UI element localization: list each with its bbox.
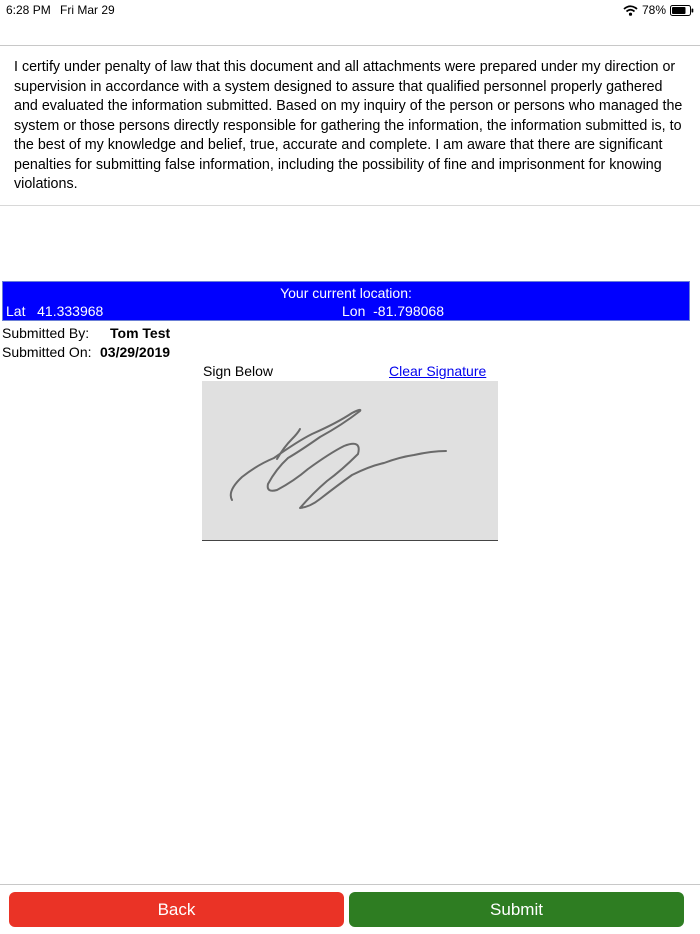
latitude: [6, 303, 103, 319]
latitude-label: Lat: [6, 303, 26, 319]
latitude-value: 41.333968: [37, 303, 104, 319]
status-date: Fri Mar 29: [60, 3, 115, 17]
battery-icon: [670, 5, 694, 16]
longitude: [342, 303, 444, 319]
wifi-icon: [623, 5, 638, 16]
submitted-on-value: 03/29/2019: [100, 344, 171, 360]
divider: [0, 205, 700, 206]
status-indicators: [623, 0, 694, 20]
location-panel: [2, 281, 690, 321]
back-button[interactable]: Back: [9, 892, 344, 927]
clear-signature-link[interactable]: Clear Signature: [389, 363, 487, 379]
nav-header: [0, 20, 700, 46]
status-bar: [0, 0, 700, 20]
footer-divider: [0, 884, 700, 885]
longitude-label: Lon: [342, 303, 366, 319]
status-time: 6:28 PM: [6, 3, 51, 17]
submitted-by-value: Tom Test: [110, 325, 171, 341]
submitted-on-label: Submitted On:: [2, 344, 92, 360]
battery-percent: 78%: [641, 3, 666, 17]
submit-button[interactable]: Submit: [349, 892, 684, 927]
signature-stroke: [231, 410, 446, 508]
longitude-value: -81.798068: [373, 303, 444, 319]
sign-below-label: Sign Below: [203, 363, 274, 379]
submitted-by-label: Submitted By:: [2, 325, 90, 341]
certification-text: I certify under penalty of law that this document and all attachments were prepared under my direction or supervision in accordance with a system designed to assure that qualified personnel properly gathered and evaluated the information submitted. Based on my inquiry of the person or persons who managed the system or those persons directly responsible for gathering the information, the information submitted is, to the best of my knowledge and belief, true, accurate and complete. I am aware that there are significant penalties for submitting false information, including the possibility of fine and imprisonment for knowing violations.: [14, 59, 683, 192]
location-title: Your current location:: [280, 285, 412, 301]
signature-pad[interactable]: [202, 381, 498, 541]
